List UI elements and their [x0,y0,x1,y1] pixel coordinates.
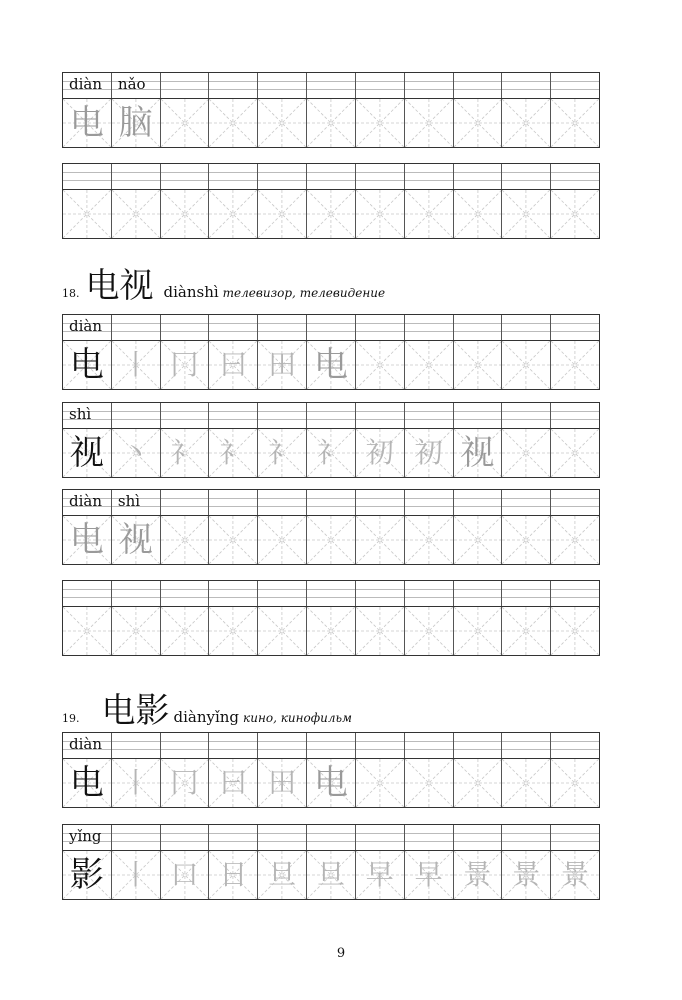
pinyin-cell[interactable] [307,733,356,758]
writing-cell[interactable] [502,429,551,477]
writing-cell[interactable] [454,759,503,807]
pinyin-cell[interactable] [112,403,161,428]
writing-cell[interactable] [209,759,258,807]
hanzi-glyph: 曰 [219,348,248,381]
pinyin-cell[interactable] [551,490,599,515]
writing-cell[interactable] [454,607,503,655]
writing-cell[interactable] [63,607,112,655]
pinyin-cell[interactable] [405,581,454,606]
writing-cell[interactable] [63,851,112,899]
writing-cell[interactable] [112,759,161,807]
pinyin-cell[interactable] [307,315,356,340]
pinyin-label: diàn [69,735,103,753]
writing-cell[interactable] [502,759,551,807]
writing-cell[interactable] [307,759,356,807]
writing-cell[interactable] [209,607,258,655]
hanzi-glyph: 礻 [316,436,345,469]
pinyin-cell[interactable] [551,73,599,98]
entry-pinyin: diànshì [163,283,219,301]
pinyin-cell[interactable] [502,733,551,758]
writing-cell[interactable] [356,759,405,807]
pinyin-cell[interactable] [112,315,161,340]
writing-cell[interactable] [307,190,356,238]
pinyin-cell[interactable] [258,581,307,606]
writing-cell[interactable] [502,516,551,564]
pinyin-cell[interactable] [356,490,405,515]
writing-cell[interactable] [454,99,503,147]
writing-cell[interactable] [161,429,210,477]
writing-cell[interactable] [209,190,258,238]
hanzi-glyph: 丶 [121,436,150,469]
writing-cell[interactable] [454,429,503,477]
hanzi-glyph: 冂 [170,348,199,381]
writing-cell[interactable] [405,759,454,807]
pinyin-cell[interactable] [161,73,210,98]
practice-grid-dian-strokes-1 [62,314,600,390]
hanzi-glyph: 初 [365,436,394,469]
writing-cell[interactable] [454,190,503,238]
character-row [63,190,599,238]
pinyin-cell[interactable] [258,490,307,515]
pinyin-cell[interactable] [161,315,210,340]
hanzi-glyph: 景 [561,858,590,891]
pinyin-cell[interactable] [209,73,258,98]
pinyin-cell[interactable] [112,733,161,758]
writing-cell[interactable] [551,607,599,655]
writing-cell[interactable] [209,99,258,147]
writing-cell[interactable] [405,851,454,899]
character-row [63,516,599,564]
pinyin-cell[interactable] [356,73,405,98]
pinyin-label: yǐng [69,827,102,845]
pinyin-cell[interactable] [356,403,405,428]
writing-cell[interactable] [112,851,161,899]
pinyin-cell[interactable] [161,581,210,606]
hanzi-glyph: 视 [460,433,495,473]
hanzi-glyph: 电 [69,520,104,560]
practice-grid-blank-1 [62,163,600,239]
writing-cell[interactable] [161,759,210,807]
entry-hanzi: 电影 [101,691,170,731]
pinyin-row [63,733,599,759]
pinyin-cell[interactable] [551,315,599,340]
pinyin-cell[interactable] [112,825,161,850]
hanzi-glyph: 礻 [170,436,199,469]
hanzi-glyph: 冂 [170,766,199,799]
pinyin-cell[interactable] [454,164,503,189]
hanzi-glyph: 旦 [316,858,345,891]
hanzi-glyph: 景 [463,858,492,891]
pinyin-cell[interactable] [209,403,258,428]
pinyin-cell[interactable] [356,164,405,189]
pinyin-cell[interactable] [209,490,258,515]
hanzi-glyph: 丨 [121,348,150,381]
page-number: 9 [336,946,346,961]
entry-number: 18. [62,287,80,300]
writing-cell[interactable] [356,607,405,655]
pinyin-cell[interactable] [258,164,307,189]
pinyin-cell[interactable] [405,825,454,850]
pinyin-cell[interactable] [307,825,356,850]
writing-cell[interactable] [307,341,356,389]
pinyin-cell[interactable] [209,581,258,606]
practice-grid-dian-strokes-2 [62,732,600,808]
hanzi-glyph: 影 [69,855,104,895]
writing-cell[interactable] [63,190,112,238]
writing-cell[interactable] [161,851,210,899]
character-row [63,759,599,807]
writing-cell[interactable] [258,99,307,147]
writing-cell[interactable] [112,516,161,564]
writing-cell[interactable] [161,607,210,655]
writing-cell[interactable] [356,190,405,238]
hanzi-glyph: 视 [69,433,104,473]
writing-cell[interactable] [307,851,356,899]
writing-cell[interactable] [63,516,112,564]
writing-cell[interactable] [502,99,551,147]
writing-cell[interactable] [161,516,210,564]
pinyin-cell[interactable] [258,315,307,340]
hanzi-glyph: 初 [414,436,443,469]
hanzi-glyph: 口 [170,858,199,891]
pinyin-cell[interactable] [405,315,454,340]
writing-cell[interactable] [502,341,551,389]
hanzi-glyph: 丨 [121,858,150,891]
hanzi-glyph: 早 [365,858,394,891]
pinyin-cell[interactable] [161,164,210,189]
pinyin-cell[interactable] [405,733,454,758]
pinyin-cell[interactable] [454,73,503,98]
entry-hanzi: 电视 [85,266,154,306]
pinyin-cell[interactable] [405,490,454,515]
writing-cell[interactable] [405,341,454,389]
writing-cell[interactable] [112,190,161,238]
pinyin-cell[interactable] [454,825,503,850]
writing-cell[interactable] [161,341,210,389]
pinyin-cell[interactable] [502,403,551,428]
pinyin-cell[interactable] [405,164,454,189]
hanzi-glyph: 田 [268,348,297,381]
writing-cell[interactable] [258,516,307,564]
pinyin-cell[interactable] [307,73,356,98]
writing-cell[interactable] [63,99,112,147]
writing-cell[interactable] [307,429,356,477]
writing-cell[interactable] [551,190,599,238]
writing-cell[interactable] [307,516,356,564]
character-row [63,607,599,655]
pinyin-cell[interactable] [209,733,258,758]
entry-number: 19. [62,712,80,725]
writing-cell[interactable] [112,99,161,147]
pinyin-cell[interactable] [551,581,599,606]
pinyin-cell[interactable] [258,825,307,850]
pinyin-label: nǎo [117,75,146,93]
pinyin-cell[interactable] [551,733,599,758]
writing-cell[interactable] [161,190,210,238]
character-row [63,341,599,389]
pinyin-label: shì [117,492,141,510]
writing-cell[interactable] [502,190,551,238]
pinyin-cell[interactable] [209,825,258,850]
hanzi-glyph: 脑 [118,103,153,143]
pinyin-cell[interactable] [258,733,307,758]
pinyin-cell[interactable] [502,73,551,98]
writing-cell[interactable] [209,429,258,477]
pinyin-cell[interactable] [112,164,161,189]
practice-grid-shi-strokes [62,402,600,478]
writing-cell[interactable] [502,851,551,899]
pinyin-label: diàn [69,492,103,510]
hanzi-glyph: 电 [313,763,348,803]
writing-cell[interactable] [551,341,599,389]
pinyin-label: diàn [69,75,103,93]
pinyin-cell[interactable] [161,825,210,850]
pinyin-cell[interactable] [502,315,551,340]
hanzi-glyph: 曰 [219,766,248,799]
hanzi-glyph: 旦 [268,858,297,891]
writing-cell[interactable] [405,190,454,238]
pinyin-cell[interactable] [356,825,405,850]
pinyin-cell[interactable] [356,733,405,758]
writing-cell[interactable] [112,341,161,389]
pinyin-row [63,490,599,516]
pinyin-cell[interactable] [405,73,454,98]
writing-cell[interactable] [551,516,599,564]
practice-grid-ying-strokes [62,824,600,900]
pinyin-row [63,825,599,851]
pinyin-cell[interactable] [161,403,210,428]
writing-cell[interactable] [258,190,307,238]
practice-grid-blank-2 [62,580,600,656]
entry-heading-18 [62,258,385,307]
pinyin-cell[interactable] [307,403,356,428]
pinyin-cell[interactable] [502,164,551,189]
writing-cell[interactable] [405,429,454,477]
hanzi-glyph: 视 [118,520,153,560]
practice-grid-dian-nao-word [62,72,600,148]
writing-cell[interactable] [356,341,405,389]
entry-translation: кино, кинофильм [243,711,352,725]
hanzi-glyph: 电 [313,345,348,385]
writing-cell[interactable] [209,516,258,564]
writing-cell[interactable] [356,851,405,899]
pinyin-row [63,315,599,341]
hanzi-glyph: 礻 [219,436,248,469]
hanzi-glyph: 丨 [121,766,150,799]
pinyin-cell[interactable] [454,403,503,428]
entry-translation: телевизор, телевидение [222,286,386,300]
writing-cell[interactable] [405,99,454,147]
pinyin-cell[interactable] [356,315,405,340]
pinyin-cell[interactable] [454,581,503,606]
writing-cell[interactable] [209,341,258,389]
pinyin-cell[interactable] [551,825,599,850]
writing-cell[interactable] [551,851,599,899]
writing-cell[interactable] [258,429,307,477]
writing-cell[interactable] [63,429,112,477]
writing-cell[interactable] [454,851,503,899]
pinyin-cell[interactable] [307,581,356,606]
writing-cell[interactable] [258,851,307,899]
pinyin-cell[interactable] [454,733,503,758]
pinyin-cell[interactable] [209,315,258,340]
hanzi-glyph: 日 [219,858,248,891]
pinyin-label: shì [69,405,92,423]
pinyin-cell[interactable] [454,490,503,515]
character-row [63,429,599,477]
writing-cell[interactable] [551,99,599,147]
character-row [63,851,599,899]
hanzi-glyph: 礻 [268,436,297,469]
hanzi-glyph: 田 [268,766,297,799]
pinyin-cell[interactable] [405,403,454,428]
hanzi-glyph: 电 [69,103,104,143]
pinyin-cell[interactable] [161,490,210,515]
writing-cell[interactable] [405,516,454,564]
pinyin-cell[interactable] [258,73,307,98]
pinyin-cell[interactable] [502,581,551,606]
writing-cell[interactable] [209,851,258,899]
writing-cell[interactable] [454,516,503,564]
pinyin-cell[interactable] [209,164,258,189]
pinyin-row [63,73,599,99]
pinyin-cell[interactable] [551,164,599,189]
writing-cell[interactable] [356,429,405,477]
hanzi-glyph: 景 [512,858,541,891]
writing-cell[interactable] [307,607,356,655]
writing-cell[interactable] [258,607,307,655]
writing-cell[interactable] [356,516,405,564]
pinyin-row [63,581,599,607]
pinyin-cell[interactable] [502,825,551,850]
pinyin-cell[interactable] [356,581,405,606]
pinyin-cell[interactable] [307,164,356,189]
hanzi-glyph: 早 [414,858,443,891]
hanzi-glyph: 电 [69,763,104,803]
writing-cell[interactable] [307,99,356,147]
pinyin-cell[interactable] [551,403,599,428]
pinyin-cell[interactable] [502,490,551,515]
character-row [63,99,599,147]
writing-cell[interactable] [112,607,161,655]
pinyin-cell[interactable] [63,581,112,606]
pinyin-cell[interactable] [63,164,112,189]
pinyin-row [63,403,599,429]
pinyin-cell[interactable] [161,733,210,758]
writing-cell[interactable] [551,759,599,807]
writing-cell[interactable] [258,341,307,389]
writing-cell[interactable] [454,341,503,389]
pinyin-row [63,164,599,190]
pinyin-cell[interactable] [307,490,356,515]
practice-grid-dian-shi-word [62,489,600,565]
writing-cell[interactable] [112,429,161,477]
pinyin-cell[interactable] [112,581,161,606]
writing-cell[interactable] [161,99,210,147]
entry-pinyin: diànyǐng [173,708,240,726]
writing-cell[interactable] [502,607,551,655]
entry-heading-19 [62,683,352,732]
pinyin-cell[interactable] [454,315,503,340]
writing-cell[interactable] [405,607,454,655]
writing-cell[interactable] [63,341,112,389]
pinyin-label: diàn [69,317,103,335]
hanzi-glyph: 电 [69,345,104,385]
writing-cell[interactable] [63,759,112,807]
writing-cell[interactable] [356,99,405,147]
writing-cell[interactable] [258,759,307,807]
writing-cell[interactable] [551,429,599,477]
pinyin-cell[interactable] [258,403,307,428]
